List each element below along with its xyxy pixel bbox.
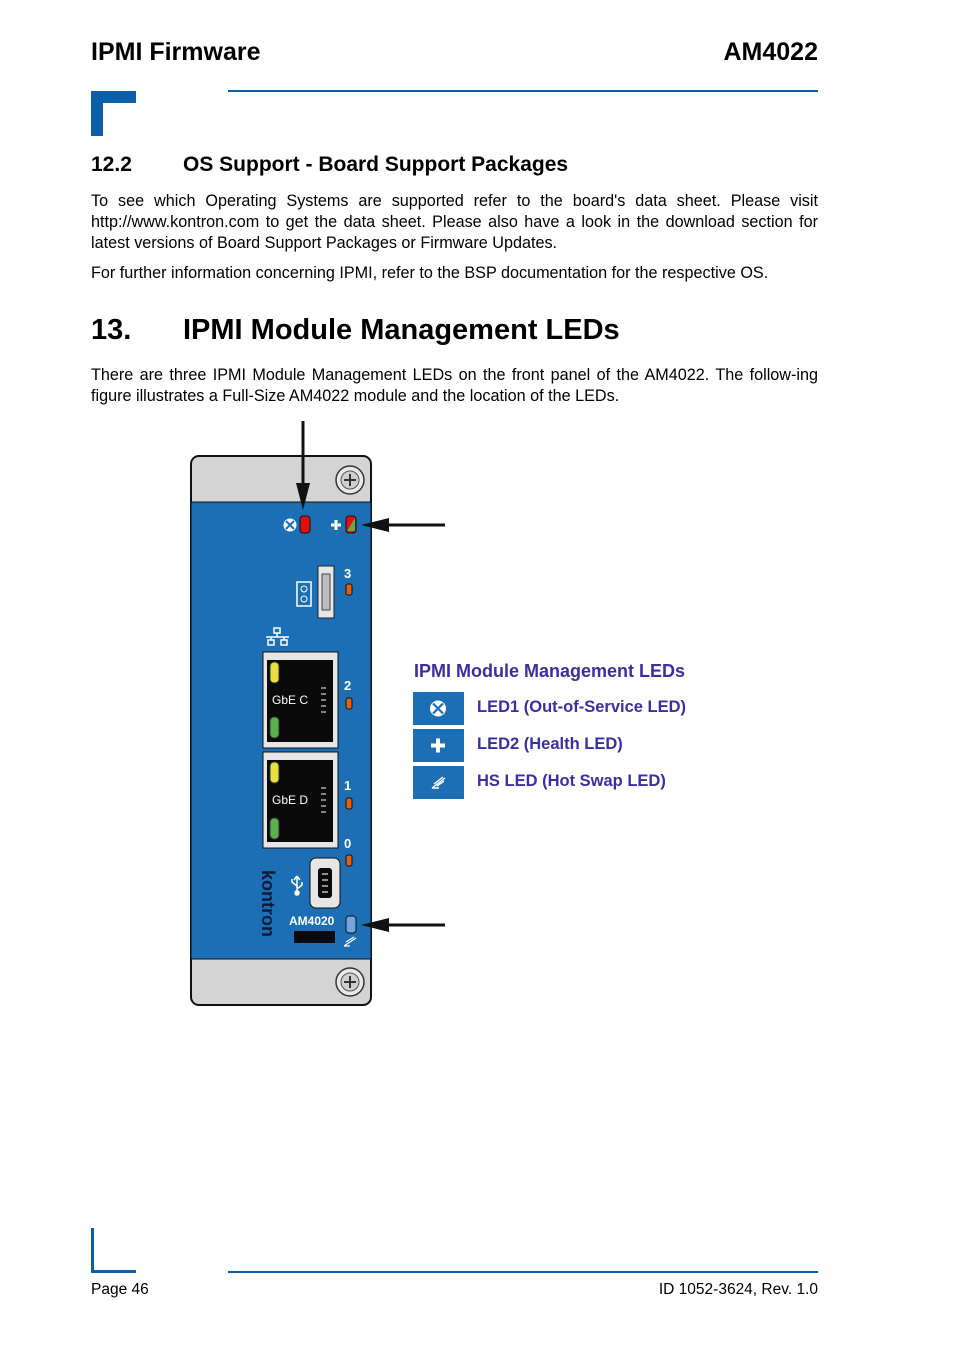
out-of-service-icon xyxy=(413,692,464,725)
document-id: ID 1052-3624, Rev. 1.0 xyxy=(658,1281,818,1298)
section-number: 12.2 xyxy=(91,153,132,176)
led-number-2: 2 xyxy=(344,678,352,693)
header-product: AM4022 xyxy=(723,38,818,66)
gbe-c-label: GbE C xyxy=(272,693,309,707)
module-label: AM4020 xyxy=(289,914,335,928)
paragraph-os-support: To see which Operating Systems are supported refer to the board's data sheet. Please visit http://www.kontron.com to get the data sheet. Please also have a look in the download section for latest versions of Board Support Packages or Firmware Updates. xyxy=(91,192,818,252)
header-rule xyxy=(228,90,818,92)
chapter-title: IPMI Module Management LEDs xyxy=(183,314,620,346)
arrow-hs-led xyxy=(361,918,445,932)
header-section-title: IPMI Firmware xyxy=(91,38,261,66)
chapter-number: 13. xyxy=(91,314,132,346)
paragraph-leds-intro: There are three IPMI Module Management LEDs on the front panel of the AM4022. The follow-ing figure illustrates a Full-Size AM4022 module and the location of the LEDs. xyxy=(91,366,818,405)
hs-led-blue xyxy=(346,916,356,933)
led2-red-green xyxy=(346,516,356,533)
legend-item-hs-led xyxy=(413,766,773,799)
led-number-0: 0 xyxy=(344,836,352,851)
legend-swatch xyxy=(413,766,464,799)
legend-item-led1 xyxy=(413,692,773,725)
screw-top-icon xyxy=(336,466,364,494)
led1-red xyxy=(300,516,310,533)
section-12-2-heading xyxy=(91,153,568,177)
corner-mark-top xyxy=(91,91,136,136)
section-title: OS Support - Board Support Packages xyxy=(183,153,569,176)
legend-label: HS LED (Hot Swap LED) xyxy=(477,772,666,790)
page-number: Page 46 xyxy=(91,1281,149,1298)
screw-bottom-icon xyxy=(336,968,364,996)
corner-mark-bottom xyxy=(91,1228,136,1273)
led-number-3: 3 xyxy=(344,566,352,581)
label-black-bar xyxy=(294,931,335,943)
out-of-service-symbol-icon xyxy=(284,519,297,532)
section-13-heading xyxy=(91,314,620,347)
paragraph-ipmi-bsp: For further information concerning IPMI, refer to the BSP documentation for the respective OS. xyxy=(91,264,769,282)
legend-title: IPMI Module Management LEDs xyxy=(414,661,686,681)
legend-label: LED1 (Out-of-Service LED) xyxy=(477,698,687,716)
led-number-1: 1 xyxy=(344,778,352,793)
arrow-led2 xyxy=(361,518,445,532)
brand-label: kontron xyxy=(258,870,278,937)
mini-usb-connector xyxy=(310,858,340,908)
legend-swatch xyxy=(413,692,464,725)
health-cross-icon xyxy=(413,729,464,762)
micro-connector xyxy=(318,566,334,618)
footer-rule xyxy=(228,1271,818,1273)
hot-swap-icon xyxy=(413,766,464,799)
legend-item-led2 xyxy=(413,729,773,762)
legend-label: LED2 (Health LED) xyxy=(477,735,623,753)
legend-swatch xyxy=(413,729,464,762)
gbe-d-label: GbE D xyxy=(272,793,309,807)
